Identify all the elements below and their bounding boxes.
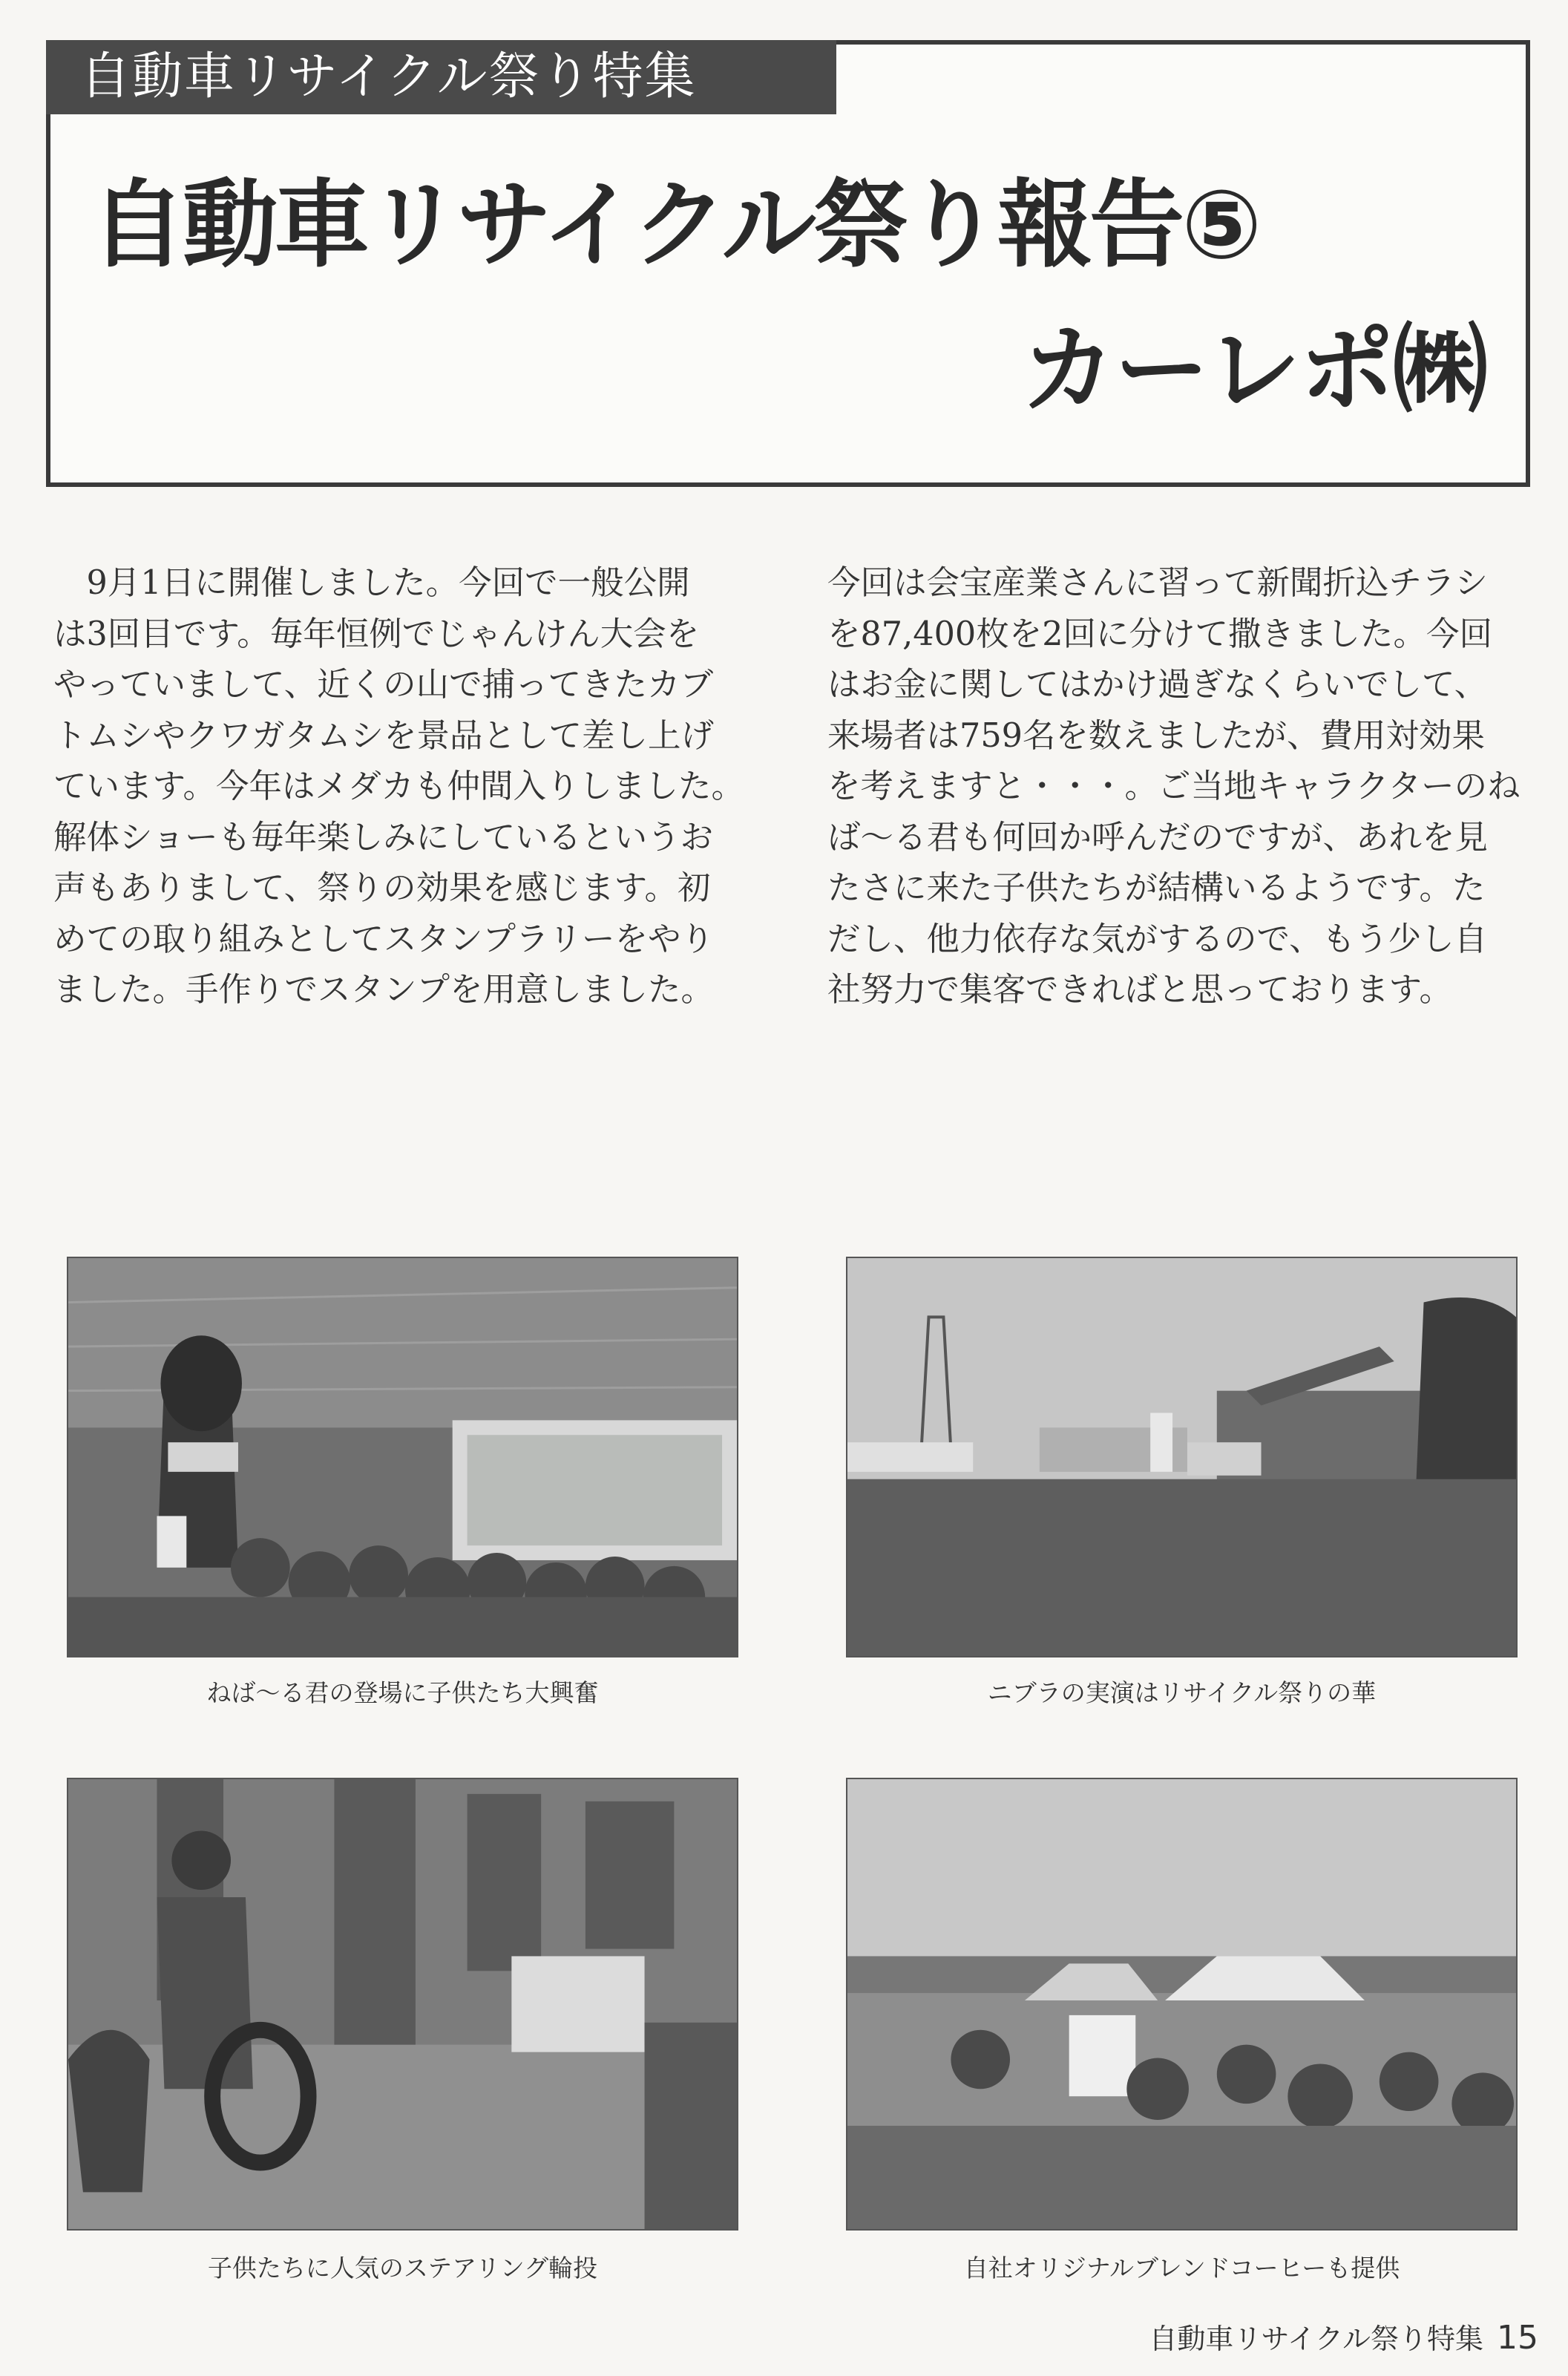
- company-name: カーレポ㈱: [1020, 315, 1486, 425]
- page-number: 15: [1497, 2319, 1538, 2357]
- photo-mascot: [67, 1257, 738, 1657]
- photo-ring-toss: [67, 1778, 738, 2231]
- article-column-left: 9月1日に開催しました。今回で一般公開 は3回目です。毎年恒例でじゃんけん大会を やっていまして、近くの山で捕ってきたカブ トムシやクワガタムシを景品として差し上げ ています。今年はメダカも仲間入りしました。 解体ショーも毎年楽しみにしているというお 声もありまして、祭りの効果を感じます。初 めての取り組みとしてスタンプラリーをやり ました。手作りでスタンプを用意しました。: [53, 564, 744, 1009]
- photo-caption: ねば～る君の登場に子供たち大興奮: [206, 1678, 599, 1707]
- section-tag: 自動車リサイクル祭り特集: [46, 40, 836, 114]
- footer-section: 自動車リサイクル祭り特集: [1149, 2323, 1483, 2355]
- article-title: 自動車リサイクル祭り報告⑤: [91, 170, 1259, 281]
- photo-coffee-tent: [846, 1778, 1518, 2231]
- article-column-right: 今回は会宝産業さんに習って新聞折込チラシ を87,400枚を2回に分けて撒きました。今回 はお金に関してはかけ過ぎなくらいでして、 来場者は759名を数えましたが、費用対効果 を考えますと・・・。ご当地キャラクターのね ば～る君も何回か呼んだのですが、あれを見 たさに来た子供たちが結構いるようです。た だし、他力依存な気がするので、もう少し自 社努力で集客できればと思っております。: [827, 564, 1521, 1009]
- page-footer: [1149, 2316, 1538, 2357]
- photo-caption: 自社オリジナルブレンドコーヒーも提供: [963, 2254, 1400, 2282]
- photo-caption: ニブラの実演はリサイクル祭りの華: [987, 1678, 1377, 1707]
- photo-caption: 子供たちに人気のステアリング輪投: [207, 2254, 598, 2282]
- photo-demolition: [846, 1257, 1518, 1657]
